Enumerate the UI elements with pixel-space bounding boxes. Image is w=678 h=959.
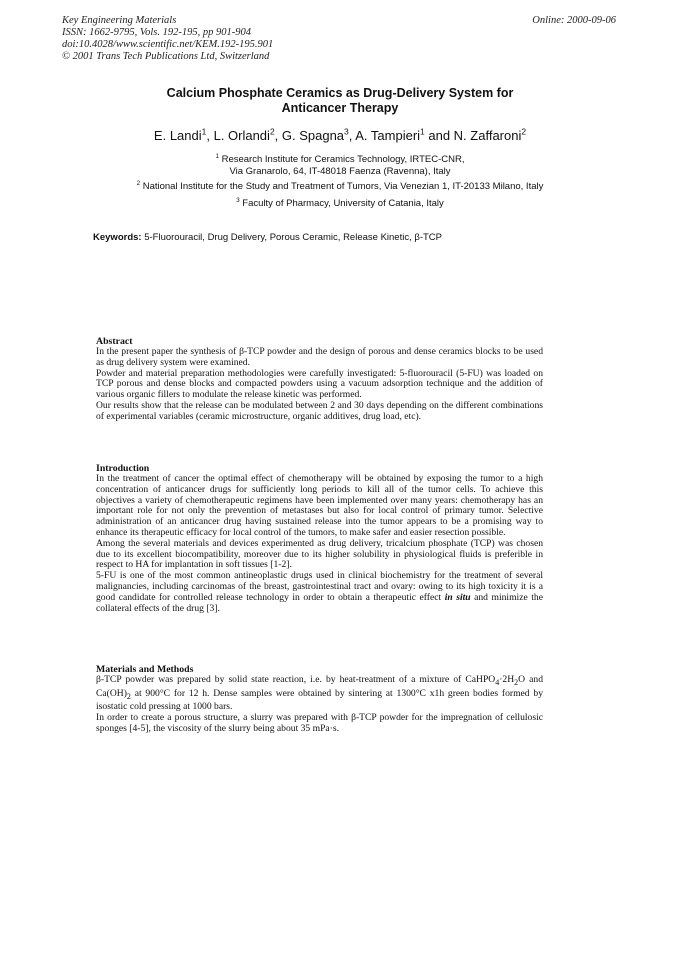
- keywords-label: Keywords:: [93, 232, 142, 243]
- introduction-section: [96, 463, 543, 614]
- title-line-1: Calcium Phosphate Ceramics as Drug-Delivery System for: [166, 86, 514, 100]
- affiliation-2: $^2$ National Institute for the Study and Treatment of Tumors, Via Venezian 1, IT-20133 Milano, Italy: [136, 179, 544, 192]
- doi-line: doi:10.4028/www.scientific.net/KEM.192-195.901: [62, 39, 274, 50]
- abstract-heading: Abstract: [96, 336, 133, 347]
- journal-name: Key Engineering Materials: [62, 15, 177, 26]
- keywords-line: [93, 232, 442, 244]
- author: L. Orlandi$^2$: [213, 126, 275, 143]
- abstract-paragraph: Our results show that the release can be modulated between 2 and 30 days depending on the different combinations of experimental variables (ceramic microstructure, organic additives, drug load, etc).: [96, 399, 543, 422]
- author: A. Tampieri$^1$: [355, 126, 425, 143]
- affiliation-1: $^1$ Research Institute for Ceramics Technology, IRTEC-CNR, Via Granarolo, 64, IT-48018 Faenza (Ravenna), Italy: [215, 152, 465, 177]
- author: N. Zaffaroni$^2$: [453, 126, 527, 143]
- introduction-paragraph: 5-FU is one of the most common antineoplastic drugs used in clinical biochemistry for the treatment of several malignancies, including carcinomas of the breast, gastrointestinal tract and ovary: owing to its high toxicity it is a good candidate for controlled release technology in order to obtain a therapeutic effect in situ and minimize the collateral effects of the drug [3].: [96, 570, 543, 614]
- paper-title: [100, 86, 580, 116]
- online-date: Online: 2000-09-06: [532, 15, 616, 26]
- issn-line: ISSN: 1662-9795, Vols. 192-195, pp 901-904: [62, 27, 251, 38]
- abstract-section: [96, 336, 543, 423]
- methods-paragraph: β-TCP powder was prepared by solid state reaction, i.e. by heat-treatment of a mixture of $CaHPO_4\cdot 2H_2O$ and $Ca(OH)_2$ at 900°C for 12 h. Dense samples were obtained by sintering at 1300°C x1h green bodies formed by isostatic cold pressing at 1000 bars.: [96, 674, 543, 713]
- introduction-heading: Introduction: [96, 463, 150, 474]
- title-line-2: Anticancer Therapy: [281, 101, 399, 115]
- abstract-paragraph: Powder and material preparation methodologies were carefully investigated: 5-fluorouracil (5-FU) was loaded on TCP porous and dense blocks and compacted powders using a vacuum adsorption technique and the addition of various organic fillers to modulate the release kinetic was performed.: [96, 367, 543, 401]
- journal-header: [62, 15, 273, 63]
- author: E. Landi$^1$: [153, 126, 207, 143]
- methods-heading: Materials and Methods: [96, 664, 194, 675]
- introduction-paragraph: Among the several materials and devices experimented as drug delivery, tricalcium phosphate (TCP) was chosen due to its excellent biocompatibility, moreover due to its higher solubility in physiological fluids is preferible in respect to HA for implantation in soft tissues [1-2].: [96, 537, 543, 571]
- author: G. Spagna$^3$: [281, 126, 349, 143]
- keywords-text: 5-Fluorouracil, Drug Delivery, Porous Ceramic, Release Kinetic, β-TCP: [141, 232, 442, 243]
- author-list: E. Landi$^1$, L. Orlandi$^2$, G. Spagna$^3$, A. Tampieri$^1$ and N. Zaffaroni$^2$: [153, 126, 527, 143]
- methods-paragraph: In order to create a porous structure, a slurry was prepared with β-TCP powder for the impregnation of cellulosic sponges [4-5], the viscosity of the slurry being about 35 mPa·s.: [96, 712, 543, 734]
- abstract-paragraph: In the present paper the synthesis of β-TCP powder and the design of porous and dense ceramics blocks to be used as drug delivery system were examined.: [96, 346, 543, 368]
- affiliation-3: $^3$ Faculty of Pharmacy, University of Catania, Italy: [236, 196, 444, 209]
- methods-section: [96, 664, 543, 735]
- introduction-paragraph: In the treatment of cancer the optimal effect of chemotherapy will be obtained by exposing the tumor to a high concentration of anticancer drugs for sufficiently long periods to kill all of the tumor cells. To achieve this objectives a variety of chemotherapeutic regimens have been implemented over many years: chemotherapy has an important role for not only the prevention of metastases but also for local control of primary tumor. Selective administration of an anticancer drug having sustained release into the tumor appears to be a promising way to enhance its therapeutic efficacy for local control of the tumors, to make safer and easier resection possible.: [96, 473, 543, 538]
- copyright-line: © 2001 Trans Tech Publications Ltd, Switzerland: [62, 51, 270, 62]
